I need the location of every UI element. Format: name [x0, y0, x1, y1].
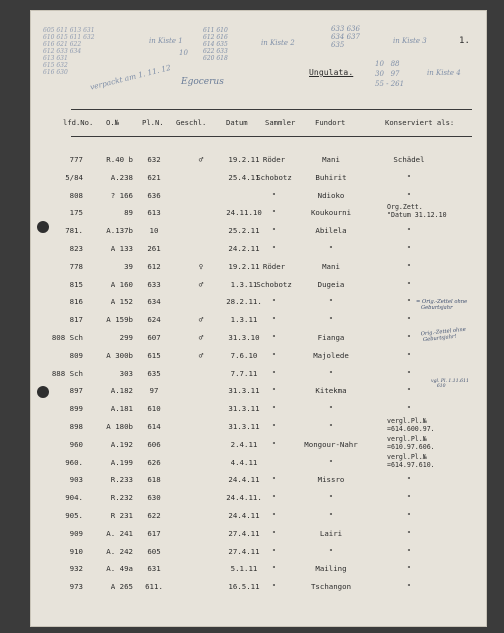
cell-lfd-no: 903: [69, 475, 83, 485]
cell-datum: 31.3.10: [228, 333, 260, 342]
cell-konserviert: ": [406, 190, 412, 200]
cell-sammler: ": [271, 244, 277, 253]
cell-lfd-no: 777: [69, 155, 83, 164]
cell-lfd-no: 898: [69, 422, 83, 431]
cell-lfd-no: 960: [69, 439, 83, 449]
cell-pl-n: 618: [147, 475, 161, 485]
pencil-number-list: 633 636 634 637 635: [331, 25, 360, 49]
cell-o-no: A. 241: [106, 528, 133, 538]
table-row: [31, 315, 486, 329]
cell-datum: 1.3.11: [230, 279, 258, 289]
cell-fundort: Tschangon: [310, 582, 352, 592]
cell-fundort: Missro: [317, 475, 345, 485]
cell-geschl: ♂: [198, 279, 204, 289]
cell-konserviert: ": [406, 368, 412, 378]
section-title: Ungulata.: [309, 68, 354, 77]
cell-geschl: ♂: [198, 333, 204, 342]
cell-lfd-no: 960.: [65, 457, 83, 467]
cell-pl-n: 611.: [145, 582, 163, 592]
cell-lfd-no: 897: [69, 386, 83, 396]
cell-konserviert: ": [406, 511, 412, 520]
cell-datum: 24.4.11: [228, 511, 260, 520]
cell-pl-n: 631: [147, 564, 161, 574]
cell-pl-n: 605: [147, 546, 161, 556]
cell-datum: 19.2.11: [228, 155, 260, 164]
cell-o-no: A.182: [110, 386, 133, 396]
cell-fundort: Koukourni: [310, 208, 352, 218]
cell-pl-n: 261: [147, 244, 161, 253]
cell-fundort: ": [328, 493, 334, 503]
col-header-pl-n: Pl.N.: [142, 118, 164, 127]
cell-lfd-no: 816: [69, 297, 83, 307]
table-row: [31, 280, 486, 294]
pencil-packed-note: verpackt am 1. 11. 12: [89, 62, 172, 92]
cell-sammler: Röder: [262, 155, 286, 164]
table-row: [31, 547, 486, 561]
cell-fundort: Buhirit: [315, 172, 347, 182]
cell-datum: 5.1.11: [230, 564, 258, 574]
cell-sammler: ": [271, 582, 277, 592]
cell-o-no: 39: [124, 261, 133, 271]
cell-sammler: ": [271, 475, 277, 485]
cell-datum: 28.2.11.: [226, 297, 262, 307]
cell-konserviert: ": [406, 386, 412, 396]
cell-fundort: Mani: [322, 155, 340, 164]
cell-konserviert: ": [406, 493, 412, 503]
cell-fundort: ": [328, 457, 334, 467]
cell-lfd-no: 899: [69, 404, 83, 414]
cell-sammler: ": [271, 208, 277, 218]
cell-sammler: ": [271, 404, 277, 414]
handwritten-note: vgl. Pl. 1.11.611 610: [431, 379, 469, 389]
cell-lfd-no: 778: [69, 261, 83, 271]
header-top-rule: [71, 109, 472, 110]
cell-o-no: A 152: [110, 297, 133, 307]
cell-sammler: ": [271, 564, 277, 574]
cell-sammler: Schobotz: [256, 279, 292, 289]
cell-sammler: ": [271, 350, 277, 360]
table-row: [31, 351, 486, 365]
cell-fundort: Fianga: [317, 333, 345, 342]
table-row: [31, 511, 486, 525]
cell-konserviert: ": [406, 564, 412, 574]
cell-datum: 19.2.11: [228, 261, 260, 271]
pencil-number: 10: [179, 49, 188, 57]
cell-konserviert: ": [406, 475, 412, 485]
cell-konserviert: ": [406, 350, 412, 360]
cell-datum: 31.3.11: [228, 422, 260, 431]
cell-datum: 24.2.11: [228, 244, 260, 253]
table-row: [31, 155, 486, 169]
cell-lfd-no: 909: [69, 528, 83, 538]
cell-pl-n: 632: [147, 155, 161, 164]
table-row: [31, 475, 486, 489]
cell-fundort: ": [328, 511, 334, 520]
cell-lfd-no: 817: [69, 315, 83, 325]
cell-datum: 25.2.11: [228, 226, 260, 236]
cell-pl-n: 617: [147, 528, 161, 538]
cell-geschl: ♂: [198, 155, 204, 164]
cell-o-no: R.233: [110, 475, 133, 485]
cell-datum: 31.3.11: [228, 404, 260, 414]
header-bottom-rule: [71, 136, 472, 137]
cell-sammler: ": [271, 297, 277, 307]
cell-o-no: A.199: [110, 457, 133, 467]
handwritten-note: = Orig.-Zettel ohne Geburtsjahr: [416, 299, 468, 311]
cell-lfd-no: 973: [69, 582, 83, 592]
cell-fundort: Kitekma: [315, 386, 347, 396]
cell-pl-n: 10: [149, 226, 159, 236]
cell-fundort: Mongour-Nahr: [304, 439, 358, 449]
cell-sammler: ": [271, 528, 277, 538]
cell-pl-n: 635: [147, 368, 161, 378]
cell-konserviert: ": [406, 404, 412, 414]
cell-pl-n: 636: [147, 190, 161, 200]
cell-konserviert: ": [406, 279, 412, 289]
cell-o-no: R.40 b: [106, 155, 133, 164]
pencil-number-list: 611 610 612 616 614 635 622 633 620 618: [203, 27, 228, 62]
cell-o-no: A.181: [110, 404, 133, 414]
cell-pl-n: 633: [147, 279, 161, 289]
cell-konserviert: Schädel: [393, 155, 425, 164]
cell-fundort: ": [328, 422, 334, 431]
table-row: [31, 564, 486, 578]
cell-fundort: ": [328, 546, 334, 556]
cell-pl-n: 97: [149, 386, 159, 396]
cell-pl-n: 624: [147, 315, 161, 325]
cell-o-no: 89: [124, 208, 133, 218]
cell-sammler: ": [271, 511, 277, 520]
table-row: [31, 244, 486, 258]
cell-fundort: Lairi: [319, 528, 343, 538]
cell-pl-n: 612: [147, 261, 161, 271]
cell-o-no: R 231: [110, 511, 133, 520]
cell-geschl: ♂: [198, 315, 204, 325]
cell-datum: 4.4.11: [230, 457, 258, 467]
pencil-kiste-label: in Kiste 2: [261, 39, 295, 47]
cell-konserviert: ": [406, 172, 412, 182]
col-header-geschl: Geschl.: [176, 118, 207, 127]
cell-lfd-no: 815: [69, 279, 83, 289]
cell-pl-n: 621: [147, 172, 161, 182]
col-header-o-no: O.№: [106, 118, 119, 127]
cell-sammler: ": [271, 190, 277, 200]
cell-datum: 27.4.11: [228, 528, 260, 538]
cell-pl-n: 622: [147, 511, 161, 520]
cell-sammler: Schobotz: [256, 172, 292, 182]
cell-fundort: Dugeia: [317, 279, 345, 289]
cell-pl-n: 607: [147, 333, 161, 342]
col-header-fundort: Fundort: [315, 118, 346, 127]
cell-fundort: Majolede: [313, 350, 349, 360]
col-header-lfd-no: lfd.No.: [63, 118, 94, 127]
table-row: [31, 452, 486, 472]
cell-o-no: 299: [119, 333, 133, 342]
cell-sammler: ": [271, 386, 277, 396]
cell-geschl: ♀: [198, 261, 204, 271]
cell-geschl: ♂: [198, 350, 204, 360]
cell-lfd-no: 905.: [65, 511, 83, 520]
cell-lfd-no: 809: [69, 350, 83, 360]
cell-sammler: ": [271, 333, 277, 342]
document-page: [30, 10, 487, 627]
cell-fundort: Mailing: [315, 564, 347, 574]
cell-datum: 7.6.10: [230, 350, 258, 360]
cell-sammler: ": [271, 546, 277, 556]
cell-sammler: ": [271, 493, 277, 503]
cell-fundort: ": [328, 315, 334, 325]
pencil-species-name: Egocerus: [181, 77, 224, 87]
cell-lfd-no: 823: [69, 244, 83, 253]
cell-konserviert: Org.Zett. "Datum 31.12.10: [387, 203, 447, 220]
cell-pl-n: 634: [147, 297, 161, 307]
cell-o-no: A 160: [110, 279, 133, 289]
page-number: 1.: [459, 36, 471, 46]
table-row: [31, 203, 486, 222]
cell-konserviert: ": [406, 297, 412, 307]
cell-o-no: A 180b: [106, 422, 133, 431]
cell-datum: 31.3.11: [228, 386, 260, 396]
cell-konserviert: ": [406, 333, 412, 342]
cell-konserviert: ": [406, 261, 412, 271]
handwritten-note: Orig.-Zettel ohne Geburtsjahr!: [420, 326, 467, 344]
cell-o-no: R.232: [110, 493, 133, 503]
cell-datum: 25.4.11: [228, 172, 260, 182]
cell-sammler: ": [271, 439, 277, 449]
cell-o-no: A 133: [110, 244, 133, 253]
cell-o-no: A.238: [110, 172, 133, 182]
cell-pl-n: 626: [147, 457, 161, 467]
cell-pl-n: 610: [147, 404, 161, 414]
cell-pl-n: 614: [147, 422, 161, 431]
cell-o-no: A.137b: [106, 226, 133, 236]
pencil-kiste-label: in Kiste 3: [393, 37, 427, 45]
cell-datum: 24.4.11.: [226, 493, 262, 503]
cell-fundort: Ndioko: [317, 190, 345, 200]
cell-o-no: A. 49a: [106, 564, 133, 574]
cell-o-no: A.192: [110, 439, 133, 449]
cell-pl-n: 630: [147, 493, 161, 503]
cell-datum: 2.4.11: [230, 439, 258, 449]
cell-datum: 24.11.10: [226, 208, 262, 218]
cell-lfd-no: 781.: [65, 226, 83, 236]
cell-fundort: ": [328, 404, 334, 414]
cell-fundort: Abilela: [315, 226, 347, 236]
col-header-datum: Datum: [226, 118, 248, 127]
cell-o-no: A 265: [110, 582, 133, 592]
cell-sammler: ": [271, 226, 277, 236]
cell-o-no: ? 166: [110, 190, 133, 200]
cell-o-no: A 159b: [106, 315, 133, 325]
cell-konserviert: ": [406, 546, 412, 556]
table-row: [31, 262, 486, 276]
table-row: [31, 226, 486, 240]
cell-konserviert: vergl.Pl.№ =614.97.610.: [387, 452, 435, 469]
table-row: [31, 386, 486, 400]
cell-sammler: Röder: [262, 261, 286, 271]
cell-fundort: ": [328, 297, 334, 307]
cell-pl-n: 615: [147, 350, 161, 360]
cell-konserviert: vergl.Pl.№ =610.97.606.: [387, 434, 435, 451]
table-row: [31, 529, 486, 543]
cell-datum: 1.3.11: [230, 315, 258, 325]
cell-sammler: ": [271, 422, 277, 431]
cell-o-no: 303: [119, 368, 133, 378]
cell-fundort: ": [328, 368, 334, 378]
cell-o-no: A 300b: [106, 350, 133, 360]
cell-konserviert: ": [406, 315, 412, 325]
cell-lfd-no: 888 Sch: [51, 368, 83, 378]
cell-konserviert: ": [406, 226, 412, 236]
col-header-sammler: Sammler: [265, 118, 296, 127]
cell-lfd-no: 808 Sch: [51, 333, 83, 342]
cell-sammler: ": [271, 368, 277, 378]
cell-lfd-no: 904.: [65, 493, 83, 503]
table-row: [31, 493, 486, 507]
cell-datum: 16.5.11: [228, 582, 260, 592]
cell-sammler: ": [271, 315, 277, 325]
cell-pl-n: 606: [147, 439, 161, 449]
table-row: [31, 173, 486, 187]
cell-lfd-no: 932: [69, 564, 83, 574]
pencil-number-list: 605 611 613 631 610 615 611 632 616 621 622 612 633 634 613 631 615 632 616 630: [43, 27, 95, 76]
cell-o-no: A. 242: [106, 546, 133, 556]
pencil-kiste-label: in Kiste 1: [149, 37, 183, 45]
cell-datum: 27.4.11: [228, 546, 260, 556]
cell-konserviert: ": [406, 244, 412, 253]
cell-fundort: ": [328, 244, 334, 253]
pencil-number-list: 10 88 30 97 55 - 261: [375, 60, 405, 88]
table-row: [31, 369, 486, 383]
cell-lfd-no: 5/84: [65, 172, 83, 182]
cell-konserviert: ": [406, 582, 412, 592]
cell-konserviert: ": [406, 528, 412, 538]
cell-lfd-no: 175: [69, 208, 83, 218]
cell-datum: 24.4.11: [228, 475, 260, 485]
cell-pl-n: 613: [147, 208, 161, 218]
cell-fundort: Mani: [322, 261, 340, 271]
cell-lfd-no: 910: [69, 546, 83, 556]
col-header-konserviert: Konserviert als:: [385, 118, 455, 127]
cell-konserviert: vergl.Pl.№ =614.600.97.: [387, 417, 435, 433]
cell-lfd-no: 808: [69, 190, 83, 200]
pencil-kiste-label: in Kiste 4: [427, 69, 461, 77]
cell-datum: 7.7.11: [230, 368, 258, 378]
table-row: [31, 333, 486, 347]
table-row: [31, 582, 486, 596]
